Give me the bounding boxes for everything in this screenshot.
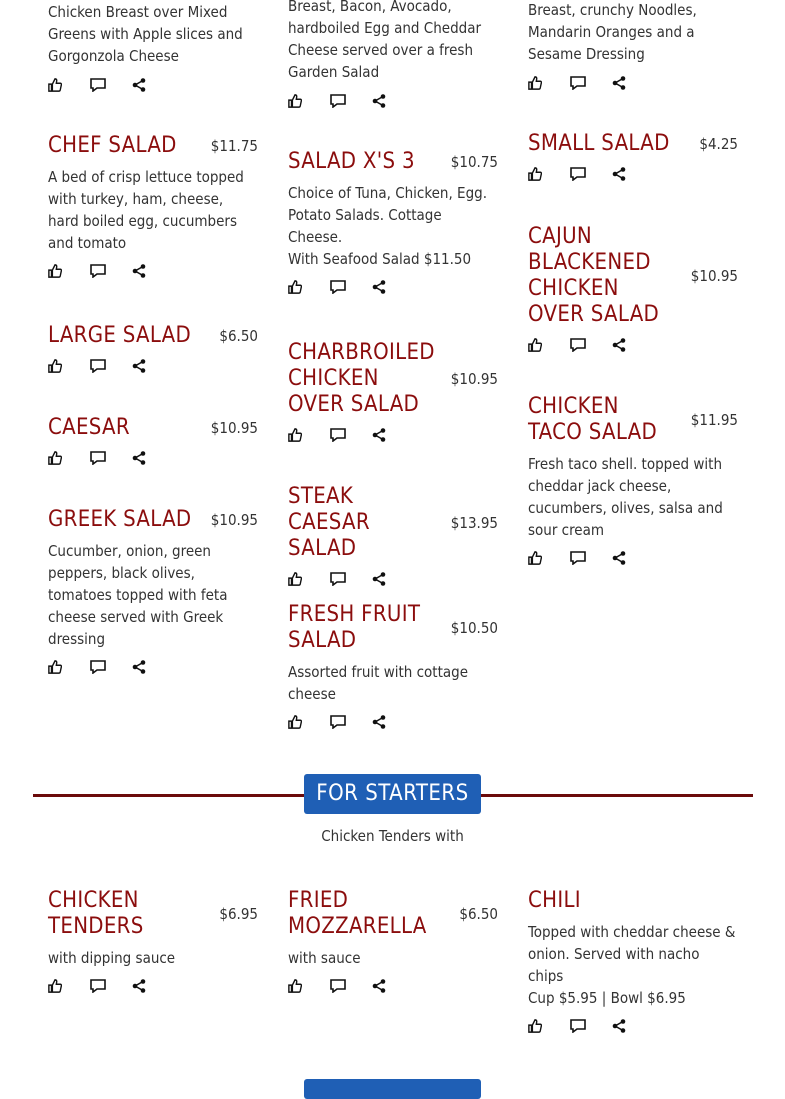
item-price: $13.95 [450,514,498,532]
item-actions [288,713,498,731]
item-name: CAESAR [48,415,130,440]
item-description: Breast, crunchy Noodles, Mandarin Oranges and a Sesame Dressing [528,1,697,63]
share-icon[interactable] [612,165,654,183]
comment-icon[interactable] [90,262,132,280]
thumbs-up-icon[interactable] [288,278,330,296]
section-header [33,774,753,814]
comment-icon[interactable] [330,426,372,444]
item-description: Choice of Tuna, Chicken, Egg. Potato Salads. Cottage Cheese. [288,184,487,246]
thumbs-up-icon[interactable] [48,262,90,280]
item-description-extra: With Seafood Salad $11.50 [288,250,472,268]
item-name: GREEK SALAD [48,507,192,532]
item-price: $6.50 [219,327,258,345]
item-actions [48,449,258,467]
menu-item [528,224,738,354]
menu-item [528,888,738,1035]
item-actions [288,426,498,444]
item-actions [528,165,738,183]
thumbs-up-icon[interactable] [528,165,570,183]
thumbs-up-icon[interactable] [288,977,330,995]
item-actions [48,262,258,280]
item-actions [288,92,498,110]
item-description: Cucumber, onion, green peppers, black olives, tomatoes topped with feta cheese served with Greek dressing [48,542,228,648]
item-actions [528,336,738,354]
menu-item-top-1 [48,1,258,94]
thumbs-up-icon[interactable] [528,549,570,567]
item-name: CHILI [528,888,581,913]
menu-item [48,888,258,995]
share-icon[interactable] [132,977,174,995]
item-name: CHARBROILED CHICKEN OVER SALAD [288,340,435,417]
menu-item [288,149,498,296]
share-icon[interactable] [372,570,414,588]
menu-item [288,340,498,444]
item-price: $10.95 [210,511,258,529]
item-name: CHEF SALAD [48,133,177,158]
item-name: SMALL SALAD [528,131,670,156]
item-price: $6.95 [219,905,258,923]
item-price: $11.75 [210,137,258,155]
item-actions [528,549,738,567]
item-price: $10.95 [450,370,498,388]
share-icon[interactable] [132,262,174,280]
thumbs-up-icon[interactable] [528,1017,570,1035]
next-section-button[interactable] [304,1079,481,1099]
menu-item [48,507,258,676]
thumbs-up-icon[interactable] [48,977,90,995]
thumbs-up-icon[interactable] [48,76,90,94]
item-price: $10.95 [690,267,738,285]
menu-item-top-3 [528,0,738,92]
item-price: $10.50 [450,619,498,637]
item-price: $4.25 [699,135,738,153]
thumbs-up-icon[interactable] [528,336,570,354]
item-actions [48,357,258,375]
share-icon[interactable] [372,426,414,444]
comment-icon[interactable] [570,165,612,183]
item-name: SALAD X'S 3 [288,149,415,174]
item-description: Topped with cheddar cheese & onion. Served with nacho chips [528,923,736,985]
item-description: Fresh taco shell. topped with cheddar jack cheese, cucumbers, olives, salsa and sour cream [528,455,723,539]
item-price: $6.50 [459,905,498,923]
item-name: CHICKEN TACO SALAD [528,394,658,445]
thumbs-up-icon[interactable] [288,570,330,588]
thumbs-up-icon[interactable] [48,449,90,467]
menu-item [288,602,498,731]
share-icon[interactable] [612,549,654,567]
item-name: STEAK CAESAR SALAD [288,484,370,561]
thumbs-up-icon[interactable] [288,426,330,444]
thumbs-up-icon[interactable] [288,92,330,110]
share-icon[interactable] [132,658,174,676]
comment-icon[interactable] [90,977,132,995]
thumbs-up-icon[interactable] [288,713,330,731]
comment-icon[interactable] [330,92,372,110]
comment-icon[interactable] [330,977,372,995]
share-icon[interactable] [612,74,654,92]
thumbs-up-icon[interactable] [528,74,570,92]
menu-item-top-2 [288,0,498,110]
item-price: $10.95 [210,419,258,437]
item-description: Assorted fruit with cottage cheese [288,663,469,703]
comment-icon[interactable] [570,74,612,92]
item-description: A bed of crisp lettuce topped with turkey, ham, cheese, hard boiled egg, cucumbers and tomato [48,168,244,252]
item-description: Chicken Breast over Mixed Greens with Apple slices and Gorgonzola Cheese [48,3,243,65]
comment-icon[interactable] [330,278,372,296]
comment-icon[interactable] [330,570,372,588]
item-name: LARGE SALAD [48,323,192,348]
item-name: CAJUN BLACKENED CHICKEN OVER SALAD [528,224,660,327]
item-actions [48,977,258,995]
item-actions [288,278,498,296]
item-name: FRESH FRUIT SALAD [288,602,421,653]
menu-item [288,888,498,995]
item-actions [48,76,258,94]
menu-item [528,131,738,183]
comment-icon[interactable] [90,449,132,467]
item-price: $10.75 [450,153,498,171]
item-description: with dipping sauce [48,949,176,967]
item-description-extra: Cup $5.95 | Bowl $6.95 [528,989,686,1007]
item-actions [288,977,498,995]
item-name: CHICKEN TENDERS [48,888,144,939]
section-title-button[interactable]: FOR STARTERS [304,774,481,814]
section-subtitle: Chicken Tenders with [321,827,464,845]
comment-icon[interactable] [90,76,132,94]
item-description: with sauce [288,949,361,967]
comment-icon[interactable] [570,1017,612,1035]
comment-icon[interactable] [570,336,612,354]
share-icon[interactable] [612,336,654,354]
share-icon[interactable] [372,278,414,296]
comment-icon[interactable] [570,549,612,567]
share-icon[interactable] [132,357,174,375]
thumbs-up-icon[interactable] [48,658,90,676]
menu-item [48,415,258,467]
share-icon[interactable] [612,1017,654,1035]
comment-icon[interactable] [330,713,372,731]
comment-icon[interactable] [90,658,132,676]
comment-icon[interactable] [90,357,132,375]
share-icon[interactable] [372,92,414,110]
item-actions [288,570,498,588]
menu-item [528,394,738,567]
share-icon[interactable] [132,449,174,467]
thumbs-up-icon[interactable] [48,357,90,375]
item-actions [528,1017,738,1035]
item-actions [48,658,258,676]
menu-item [288,484,498,588]
share-icon[interactable] [372,977,414,995]
menu-item [48,133,258,280]
share-icon[interactable] [132,76,174,94]
item-price: $11.95 [690,411,738,429]
share-icon[interactable] [372,713,414,731]
item-name: FRIED MOZZARELLA [288,888,427,939]
menu-item [48,323,258,375]
item-description: Breast, Bacon, Avocado, hardboiled Egg and Cheddar Cheese served over a fresh Garden Salad [288,0,482,81]
item-actions [528,74,738,92]
